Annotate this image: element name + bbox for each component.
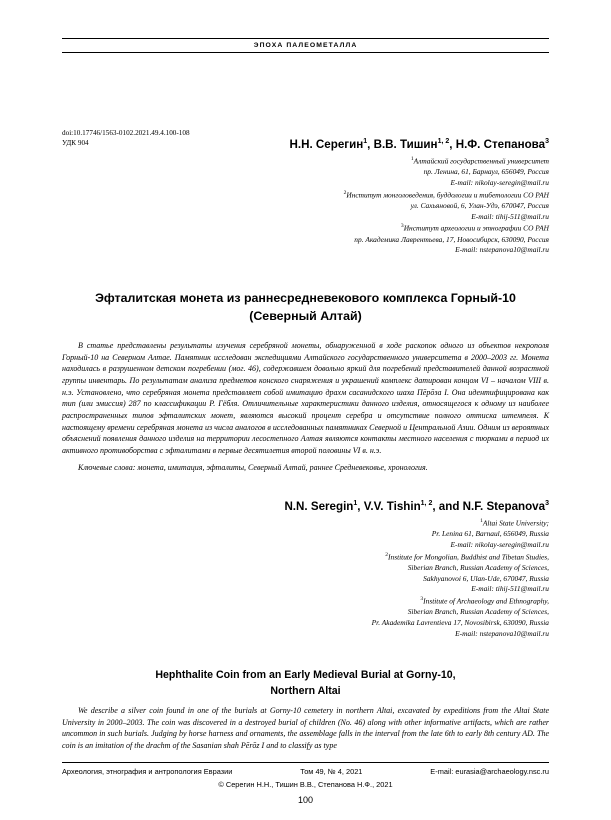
abstract-ru: В статье представлены результаты изучения серебряной монеты, обнаруженной в ходе раскопок одного из объектов некрополя Горный-10 на Северном Алтае. Памятник исследован экспедициями Алтайского государственного университета в 2000–2003 гг. Монета находилась в разрушенном детском погребении (мог. 46), содержавшем довольно яркий для погребений представителей данной возрастной группы инвентарь. По результатам анализа предметов конского снаряжения и украшений комплекс датирован концом VI – началом VIII в. н.э. Установлено, что серебряная монета представляет собой имитацию драхм сасанидского шаха Пēрōза I. Она идентифицирована как тип (или эмиссия) 287 по классификации Р. Гёбля. Отличительные характеристики данного изделия, относящегося к одному из наиболее распространенных типов эфталитских монет, являются высокий процент серебра и отсутствие полного оттиска штемпеля. К настоящему времени серебряная монета из числа аналогов в исследованных памятниках Северной и Центральной Азии. Одним из вероятных объяснений появления данного изделия на территории лесостепного Алтая являются контакты местного населения с тюрками в период их активного противоборства с эфталитами в первые десятилетия второй половины VI в. н.э. [62,341,549,456]
doi-block [62,128,190,149]
affiliation-ru-1-address: пр. Ленина, 61, Барнаул, 656049, Россия [423,167,549,177]
affiliation-en-3: $^3$Institute of Archaeology and Ethnography, [420,596,549,606]
authors-line-en: N.N. Seregin$^1$, V.V. Tishin$^{1, 2}$, and N.F. Stepanova$^3$ [284,500,549,513]
footer-journal: Археология, этнография и антропология Евразии [62,767,233,776]
article-title-en [62,668,549,700]
affiliation-ru-2: $^2$Институт монголоведения, буддологии и тибетологии СО РАН [343,189,549,200]
footer-rule [62,762,549,763]
footer [62,766,549,790]
udk-text: УДК 904 [62,139,89,148]
abstract-en: We describe a silver coin found in one of the burials at Gorny-10 cemetery in northern Altai, excavated by expeditions from the Altai State University in 2000–2003. The coin was discovered in a destroyed burial of children (No. 46) along with other informative artifacts, which are rather uncommon in such burials. Judging by horse harness and ornaments, the assemblage falls in the interval from the late 6th to early 8th century AD. The coin is an imitation of the drachm of the Sasanian shah Pērōz I and to classify as type [62,706,549,751]
authors-line-ru: Н.Н. Серегин$^1$, В.В. Тишин$^{1, 2}$, Н.Ф. Степанова$^3$ [289,138,549,151]
authors-block-en [219,500,549,639]
affiliation-en-2-address: Sakhyanovoi 6, Ulan-Ude, 670047, Russia [423,573,549,583]
keywords-ru: Ключевые слова: монета, имитация, эфталиты, Северный Алтай, раннее Средневековье, хронология. [78,463,428,472]
footer-email[interactable]: E-mail: eurasia@archaeology.nsc.ru [430,767,549,776]
running-head [62,38,549,53]
affiliation-en-3-branch: Siberian Branch, Russian Academy of Sciences, [407,607,549,617]
article-title-en-line2: Northern Altai [270,684,341,697]
affiliation-ru-3: $^3$Институт археологии и этнографии СО РАН [400,223,549,233]
affiliation-ru-1-email[interactable]: E-mail: nikolay-seregin@mail.ru [450,177,549,187]
running-head-rule-bottom [62,52,549,53]
affiliation-en-1: $^1$Altai State University; [480,518,549,528]
article-title-ru-line2: (Северный Алтай) [249,308,362,323]
footer-volume: Том 49, № 4, 2021 [300,767,363,776]
affiliation-ru-2-email[interactable]: E-mail: tihij-511@mail.ru [471,211,549,221]
affiliation-ru-3-address: пр. Академика Лаврентьева, 17, Новосибирск, 630090, Россия [354,234,549,244]
affiliation-en-1-address: Pr. Lenina 61, Barnaul, 656049, Russia [431,529,549,539]
doi-text: doi:10.17746/1563-0102.2021.49.4.100-108 [62,129,190,137]
affiliation-en-2: $^2$Institute for Mongolian, Buddhist and Tibetan Studies, [385,551,549,562]
page-number: 100 [297,795,314,805]
authors-block-ru [219,138,549,256]
running-head-text: ЭПОХА ПАЛЕОМЕТАЛЛА [253,42,358,49]
article-title-en-line1: Hephthalite Coin from an Early Medieval Burial at Gorny-10, [155,669,456,681]
footer-copyright: © Серегин Н.Н., Тишин В.В., Степанова Н.Ф., 2021 [218,780,393,790]
affiliation-en-2-email[interactable]: E-mail: tihij-511@mail.ru [471,584,549,594]
affiliation-ru-2-address: ул. Сахьяновой, 6, Улан-Удэ, 670047, Россия [410,200,549,210]
article-title-ru [62,290,549,326]
affiliation-en-3-address: Pr. Akademika Lavrentieva 17, Novosibirsk, 630090, Russia [371,618,549,628]
footer-row [62,766,549,777]
affiliation-ru-1: $^1$Алтайский государственный университет [410,156,549,166]
affiliation-en-2-branch: Siberian Branch, Russian Academy of Sciences, [407,562,549,572]
affiliation-en-1-email[interactable]: E-mail: nikolay-seregin@mail.ru [450,539,549,549]
article-title-ru-line1: Эфталитская монета из раннесредневекового комплекса Горный-10 [95,291,516,305]
affiliation-en-3-email[interactable]: E-mail: nstepanova10@mail.ru [455,628,549,638]
affiliation-ru-3-email[interactable]: E-mail: nstepanova10@mail.ru [455,245,549,255]
